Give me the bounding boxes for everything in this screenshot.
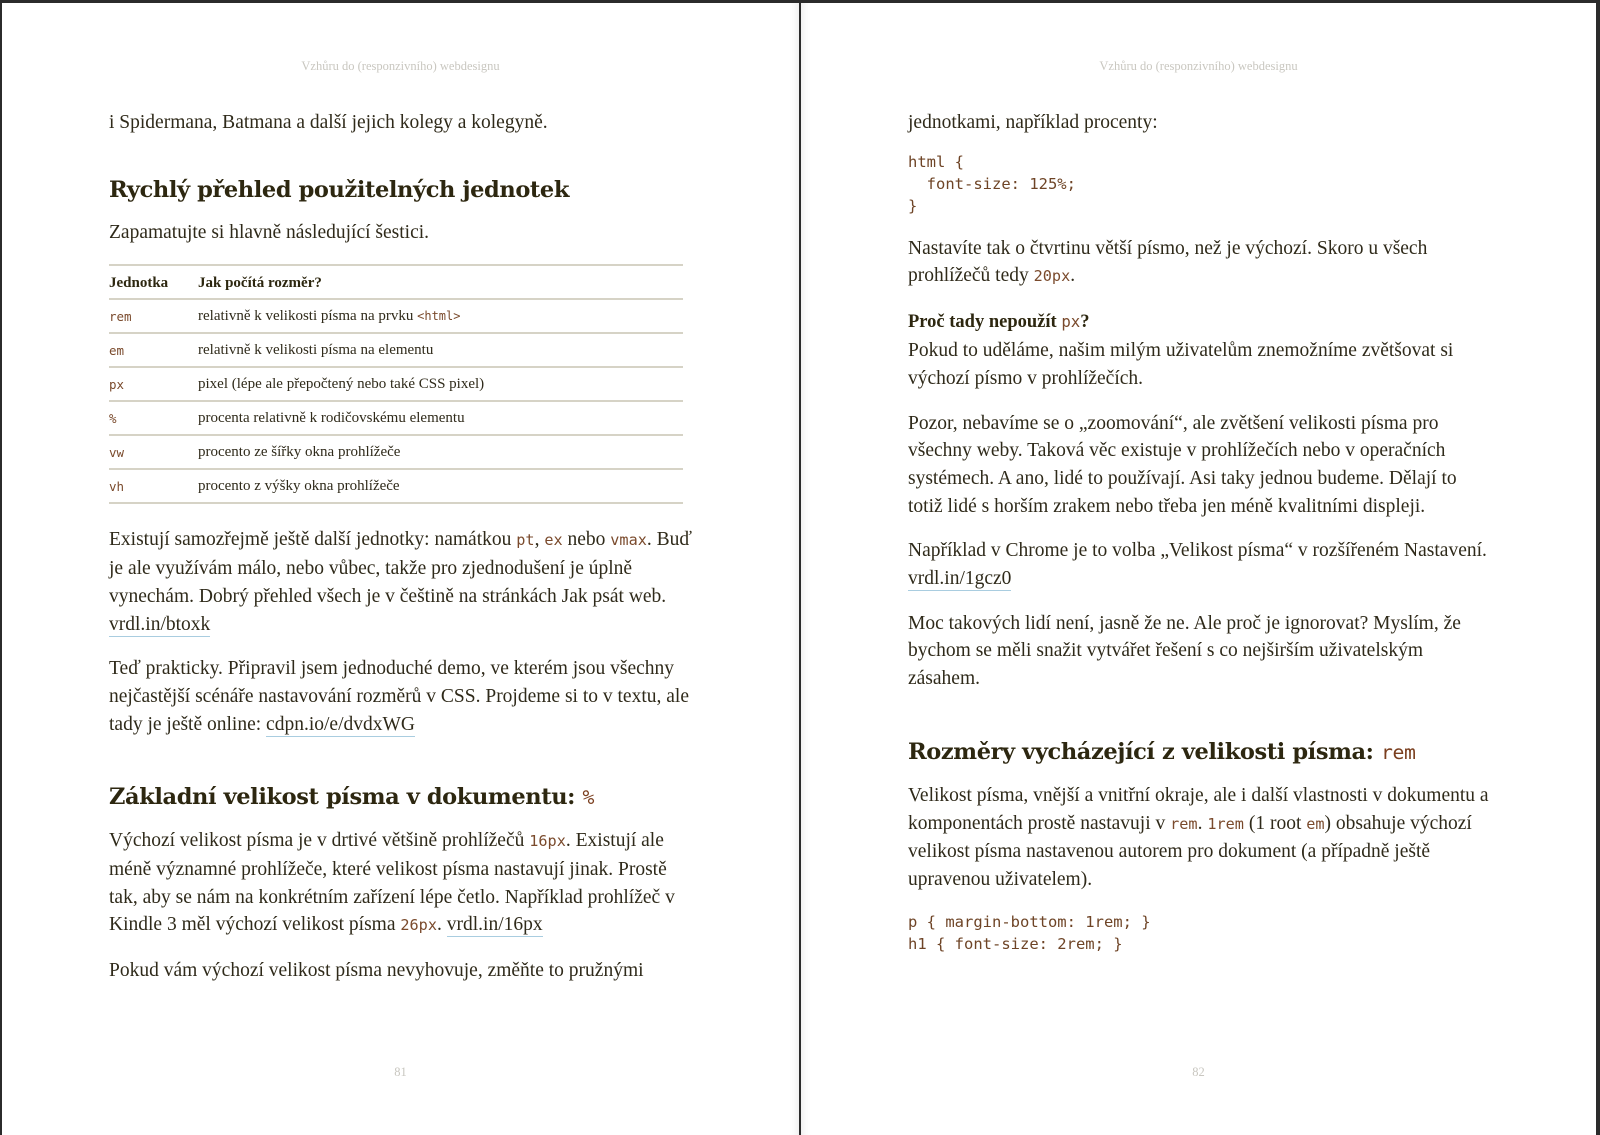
zoom-paragraph-1: Pokud to uděláme, našim milým uživatelům znemožníme zvětšovat si výchozí písmo v prohlížečích. (908, 340, 1454, 389)
table-row (109, 435, 683, 469)
column-header-description: Jak počítá rozměr? (198, 265, 683, 299)
heading-text: ? (1080, 312, 1090, 333)
heading-text: Proč tady nepoužít (908, 312, 1062, 333)
text-run: . Buď je ale využívám málo, nebo vůbec, takže pro zjednodušení je úplně vynechám. Dobrý přehled všech je v češtině na stránkách Jak psát web. (109, 529, 693, 607)
text-run: (1 root (1243, 812, 1307, 834)
link-btoxk[interactable]: vrdl.in/btoxk (109, 613, 211, 635)
link-1gcz0[interactable]: vrdl.in/1gcz0 (908, 568, 1012, 590)
text-run: . (437, 914, 447, 936)
inline-code: vmax (610, 531, 647, 550)
text-run: nebo (562, 529, 611, 551)
code-block-html-font-size: html { font-size: 125%; } (908, 152, 1076, 215)
unit-cell: % (109, 401, 198, 435)
heading-code: rem (1381, 740, 1416, 764)
text-run: . (1197, 812, 1208, 834)
units-table-header (109, 265, 683, 299)
inline-code: ex (544, 531, 563, 550)
rem-paragraph (908, 782, 1494, 894)
continuation-paragraph: jednotkami, například procenty: (908, 112, 1158, 133)
inline-code: pt (516, 531, 535, 550)
description-cell: procento ze šířky okna prohlížeče (198, 435, 683, 469)
table-row (109, 367, 683, 401)
inline-code: 1rem (1207, 814, 1244, 833)
table-row (109, 469, 683, 503)
text-run: Nastavíte tak o čtvrtinu větší písmo, než je výchozí. Skoro u všech prohlížečů tedy (908, 237, 1428, 287)
other-units-paragraph (109, 526, 695, 638)
unit-cell: px (109, 367, 198, 401)
description-cell: procenta relativně k rodičovskému elementu (198, 401, 683, 435)
left-page (2, 3, 799, 1135)
unit-cell: vw (109, 435, 198, 469)
table-row (109, 401, 683, 435)
link-codepen-demo[interactable]: cdpn.io/e/dvdxWG (266, 713, 415, 735)
unit-cell: vh (109, 469, 198, 503)
intro-paragraph: i Spidermana, Batmana a další jejich kolegy a kolegyně. (109, 112, 548, 133)
inline-code: em (1306, 814, 1325, 833)
unit-cell: em (109, 333, 198, 367)
right-page (801, 3, 1596, 1135)
table-row (109, 299, 683, 333)
text-run: , (534, 529, 545, 551)
link-16px[interactable]: vrdl.in/16px (446, 914, 543, 936)
continuation-paragraph: Pokud vám výchozí velikost písma nevyhovuje, změňte to pružnými (109, 960, 644, 982)
unit-cell: rem (109, 299, 198, 333)
page-number: 82 (1192, 1065, 1205, 1079)
text-run: Existují samozřejmě ještě další jednotky: namátkou (109, 529, 517, 551)
running-head: Vzhůru do (responzivního) webdesignu (1099, 59, 1298, 73)
section-heading-units: Rychlý přehled použitelných jednotek (109, 176, 570, 203)
text-run: . Existují ale méně významné prohlížeče, které velikost písma nastavují jinak. Prostě tak, aby se nám na konkrétním zařízení lépe četlo. Například prohlížeč v Kindle 3 měl výchozí velikost písma (109, 830, 675, 936)
people-paragraph: Moc takových lidí není, jasně že ne. Ale proč je ignorovat? Myslím, že bychom se měli snažit vytvářet řešení s co nejširším uživatelským zásahem. (908, 612, 1461, 690)
section-heading-base-font-size (109, 782, 695, 813)
text-run: Velikost písma, vnější a vnitřní okraje, ale i další vlastnosti v dokumentu a komponentách prostě nastavuji v (908, 784, 1489, 834)
page-number: 81 (394, 1065, 407, 1079)
units-table (109, 264, 683, 504)
heading-code: px (1061, 312, 1081, 332)
chrome-paragraph (908, 537, 1494, 592)
running-head: Vzhůru do (responzivního) webdesignu (301, 59, 500, 73)
description-cell: procento z výšky okna prohlížeče (198, 469, 683, 503)
subheading-why-not-px (908, 309, 1494, 335)
inline-code: rem (1170, 814, 1198, 833)
text-run: Teď prakticky. Připravil jsem jednoduché demo, ve kterém jsou všechny nejčastější scénáře nastavování rozměrů v CSS. Projdeme si to v textu, ale tady je ještě online: (109, 658, 689, 735)
section-heading-rem (908, 737, 1494, 768)
inline-code: 20px (1033, 267, 1071, 286)
demo-paragraph (109, 655, 695, 738)
description-cell (198, 299, 683, 333)
code-block-rem-example: p { margin-bottom: 1rem; } h1 { font-size: 2rem; } (908, 912, 1151, 953)
text-run: Výchozí velikost písma je v drtivé většině prohlížečů (109, 830, 530, 852)
description-text: relativně k velikosti písma na prvku (198, 308, 418, 325)
heading-code: % (582, 786, 595, 810)
default-size-paragraph (109, 827, 695, 940)
units-lead: Zapamatujte si hlavně následující šestici. (109, 221, 430, 243)
table-row (109, 333, 683, 367)
text-run: Například v Chrome je to volba „Velikost písma“ v rozšířeném Nastavení. (908, 540, 1487, 562)
text-run: . (1070, 265, 1076, 287)
inline-code: 26px (400, 916, 437, 935)
heading-text: Rozměry vycházející z velikosti písma: (908, 738, 1382, 765)
description-cell: relativně k velikosti písma na elementu (198, 333, 683, 367)
text-run: ) obsahuje výchozí velikost písma nastavenou autorem pro dokument (a případně ještě upravenou uživatelem). (908, 812, 1472, 890)
column-header-unit: Jednotka (109, 265, 198, 299)
description-cell: pixel (lépe ale přepočtený nebo také CSS pixel) (198, 367, 683, 401)
right-page-content (908, 109, 1494, 973)
zoom-paragraph-2: Pozor, nebavíme se o „zoomování“, ale zvětšení velikosti písma pro všechny weby. Taková věc existuje v prohlížečích nebo v operačních systémech. A ano, lidé to používají. Asi taky jednou budeme. Dělají to totiž lidé s horším zrakem nebo třeba jen méně kvalitními displeji. (908, 412, 1457, 517)
quarter-larger-paragraph (908, 235, 1494, 291)
inline-code: <html> (417, 309, 461, 324)
heading-text: Základní velikost písma v dokumentu: (109, 784, 583, 811)
left-page-content (109, 109, 695, 1002)
inline-code: 16px (529, 832, 566, 851)
